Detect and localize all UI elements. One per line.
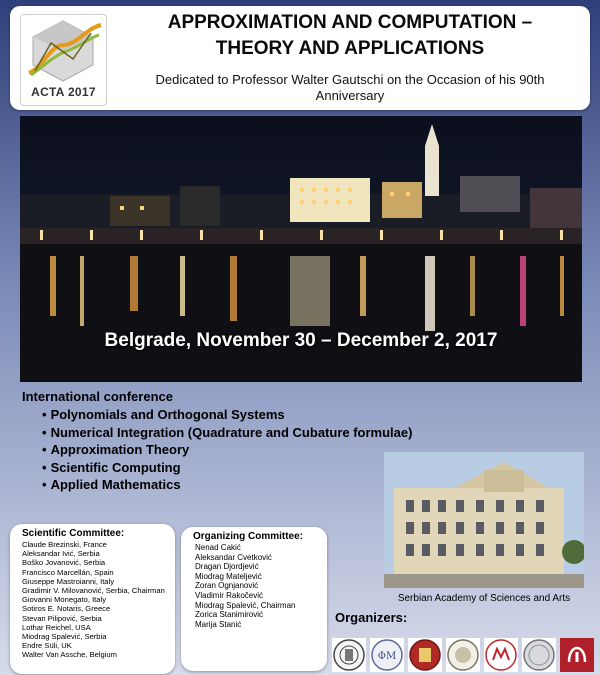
- seal-icon: [370, 638, 404, 672]
- header-panel: [10, 6, 590, 110]
- date-location: Belgrade, November 30 – December 2, 2017: [104, 330, 498, 351]
- committee-member: Giovanni Monegato, Italy: [22, 595, 107, 605]
- committee-member: Aleksandar Cvetković: [195, 552, 272, 562]
- organizing-committee-list: [181, 542, 327, 629]
- seal-icon: [484, 638, 518, 672]
- committee-member: Aleksandar Ivić, Serbia: [22, 549, 100, 559]
- acta-logo: [20, 14, 107, 106]
- topics-list: [42, 406, 412, 494]
- dedication-text: [110, 72, 590, 104]
- topic-item: • Numerical Integration (Quadrature and Cubature formulae): [42, 424, 412, 442]
- committee-member: Dragan Djordjević: [195, 562, 259, 572]
- committee-member: Francisco Marcellán, Spain: [22, 567, 114, 577]
- logo-text: ACTA 2017: [31, 85, 96, 99]
- seal-icon: [560, 638, 594, 672]
- scientific-committee-title: Scientific Committee:: [22, 528, 125, 539]
- committee-member: Endre Süli, UK: [22, 641, 72, 651]
- page-title: [120, 10, 580, 62]
- committee-member: Lothar Reichel, USA: [22, 622, 91, 632]
- organizers-label: Organizers:: [335, 610, 408, 625]
- scientific-committee-panel: [10, 524, 175, 674]
- seal-icon: [332, 638, 366, 672]
- organizing-committee-panel: [181, 527, 327, 671]
- title-line-2: THEORY AND APPLICATIONS: [215, 38, 485, 59]
- topic-item: • Approximation Theory: [42, 441, 412, 459]
- subtitle-line-1: Dedicated to Professor Walter Gautschi on the Occasion of his 90th: [155, 72, 545, 87]
- committee-member: Walter Van Assche, Belgium: [22, 650, 117, 660]
- scientific-committee-list: [10, 539, 175, 660]
- committee-member: Vladimir Rakočević: [195, 590, 264, 600]
- committee-member: Stevan Pilipović, Serbia: [22, 613, 102, 623]
- committee-member: Miodrag Mateljević: [195, 571, 262, 581]
- seal-icon: [522, 638, 556, 672]
- organizing-committee-title: Organizing Committee:: [193, 531, 304, 542]
- svg-text:ΦΜ: ΦΜ: [377, 651, 397, 662]
- conference-type: International conference: [22, 389, 173, 404]
- committee-member: Boško Jovanović, Serbia: [22, 558, 106, 568]
- committee-member: Miodrag Spalević, Chairman: [195, 600, 296, 610]
- belgrade-night-photo: [20, 116, 582, 382]
- committee-member: Marija Stanić: [195, 619, 242, 629]
- committee-member: Nenad Cakić: [195, 543, 241, 552]
- committee-member: Zorica Stanimirović: [195, 610, 264, 620]
- committee-member: Gradimir V. Milovanović, Serbia, Chairman: [22, 586, 165, 596]
- committee-member: Zoran Ognjanović: [195, 581, 259, 591]
- academy-building-illustration: [384, 452, 584, 588]
- title-line-1: APPROXIMATION AND COMPUTATION –: [167, 12, 533, 33]
- academy-building-photo: [384, 452, 584, 588]
- committee-member: Giuseppe Mastroianni, Italy: [22, 576, 115, 586]
- seal-icon: [408, 638, 442, 672]
- topic-item: • Scientific Computing: [42, 459, 412, 477]
- committee-member: Miodrag Spalević, Serbia: [22, 632, 107, 642]
- committee-member: Claude Brezinski, France: [22, 540, 107, 549]
- subtitle-line-2: Anniversary: [315, 88, 385, 103]
- committee-member: Sotiros E. Notaris, Greece: [22, 604, 111, 614]
- topic-item: • Applied Mathematics: [42, 476, 412, 494]
- topic-item: • Polynomials and Orthogonal Systems: [42, 406, 412, 424]
- organizer-logos: [332, 638, 600, 674]
- seal-icon: [446, 638, 480, 672]
- acta-logo-graphic: [21, 15, 106, 85]
- academy-caption: Serbian Academy of Sciences and Arts: [397, 593, 571, 604]
